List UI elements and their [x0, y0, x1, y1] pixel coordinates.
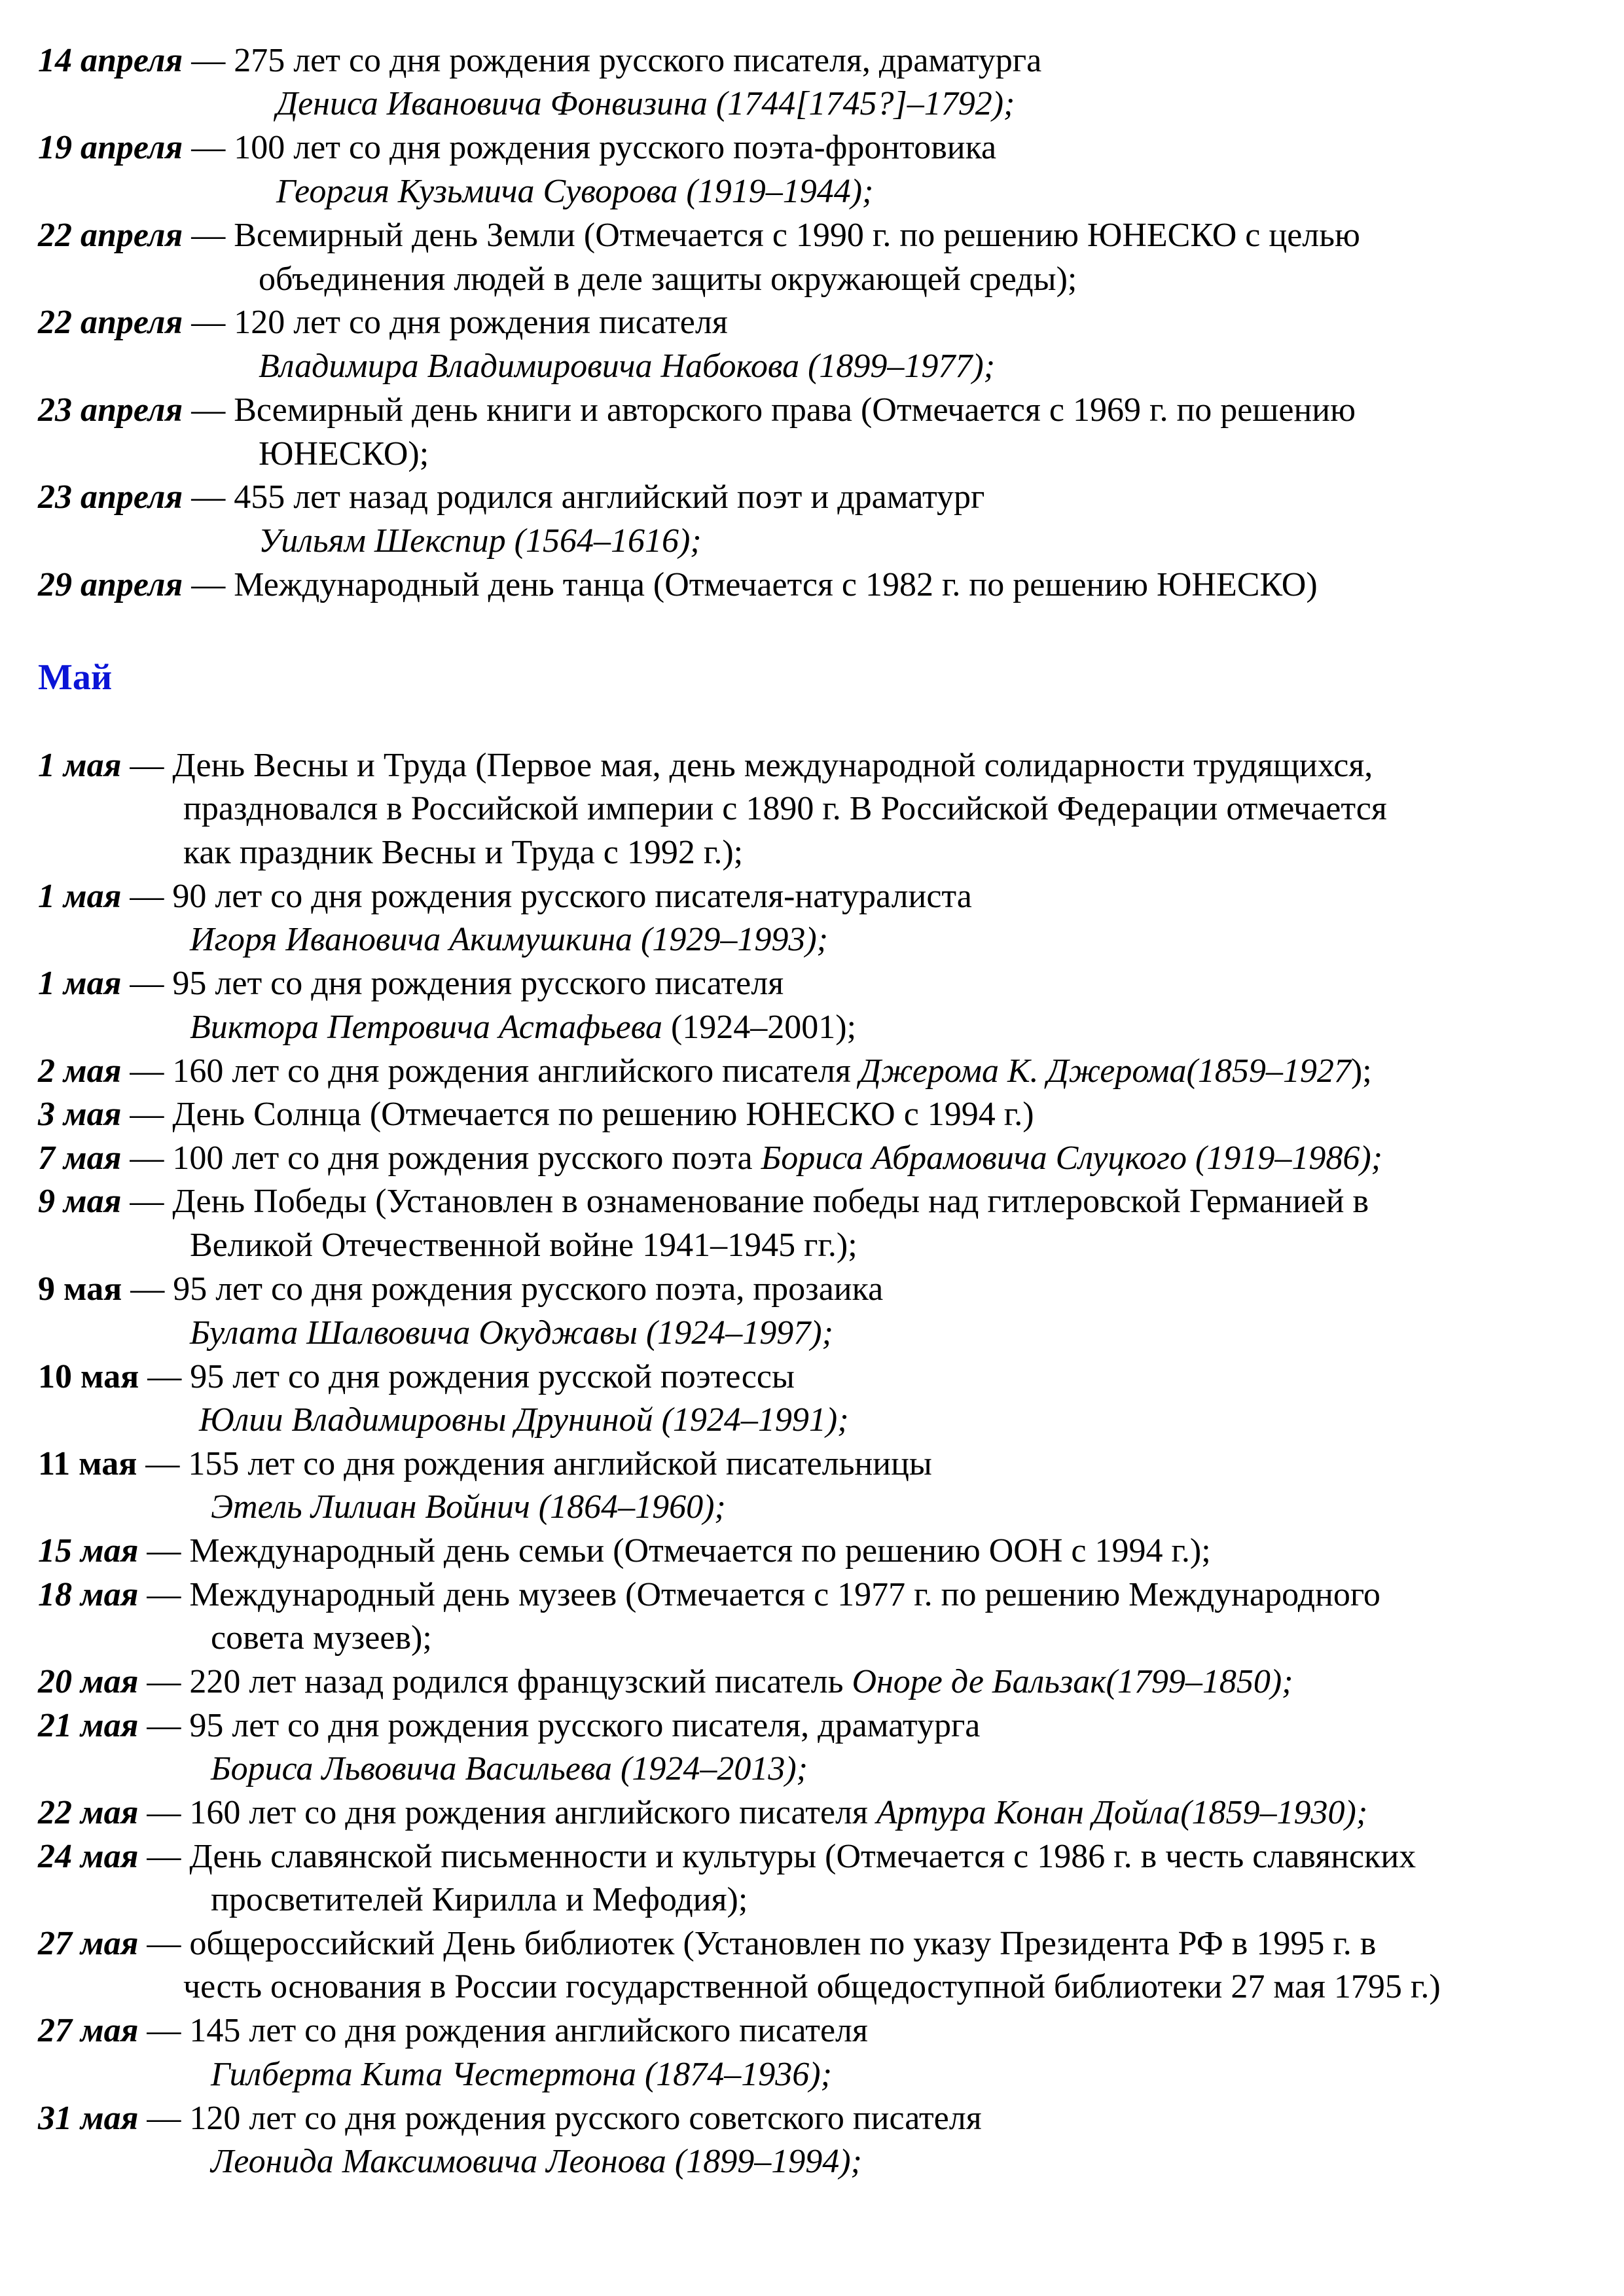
entry-person: Булата Шалвовича Окуджавы (1924–1997);	[190, 1314, 833, 1352]
may-entry: 21 мая — 95 лет со дня рождения русского писателя, драматурга	[38, 1707, 981, 1744]
entry-date: 1 мая	[38, 878, 122, 915]
entry-text-continued: совета музеев);	[211, 1619, 432, 1657]
entry-date: 22 апреля	[38, 217, 183, 254]
entry-text: Международный день танца (Отмечается с 1982 г. по решению ЮНЕСКО)	[234, 566, 1318, 603]
entry-text: Всемирный день Земли (Отмечается с 1990 г. по решению ЮНЕСКО с целью	[234, 217, 1360, 254]
entry-text: 120 лет со дня рождения писателя	[234, 304, 728, 341]
entry-text: День Победы (Установлен в ознаменование победы над гитлеровской Германией в	[172, 1183, 1369, 1220]
entry-date: 20 мая	[38, 1663, 139, 1700]
entry-text: 145 лет со дня рождения английского писателя	[189, 2012, 868, 2049]
entry-text: Всемирный день книги и авторского права (Отмечается с 1969 г. по решению	[234, 391, 1356, 429]
entry-text: 160 лет со дня рождения английского писателя	[189, 1794, 876, 1831]
entry-person: Виктора Петровича Астафьева (1924–2001);	[190, 1009, 857, 1046]
may-entry: 2 мая — 160 лет со дня рождения английского писателя Джерома К. Джерома(1859–1927);	[38, 1052, 1372, 1090]
may-entry: 10 мая — 95 лет со дня рождения русской поэтессы	[38, 1358, 795, 1395]
entry-text: Международный день музеев (Отмечается с 1977 г. по решению Международного	[189, 1576, 1380, 1613]
entry-date: 22 апреля	[38, 304, 183, 341]
entry-text-continued: Великой Отечественной войне 1941–1945 гг.);	[190, 1227, 857, 1264]
may-entry: 3 мая — День Солнца (Отмечается по решению ЮНЕСКО с 1994 г.)	[38, 1096, 1034, 1133]
entry-date: 27 мая	[38, 1925, 139, 1962]
entry-person: Этель Лилиан Войнич (1864–1960);	[211, 1488, 726, 1526]
entry-text: 155 лет со дня рождения английской писательницы	[188, 1445, 932, 1482]
entry-text: День Весны и Труда (Первое мая, день международной солидарности трудящихся,	[172, 747, 1373, 784]
entry-person: Владимира Владимировича Набокова (1899–1977);	[259, 348, 996, 385]
april-entry-23-book: 23 апреля — Всемирный день книги и авторского права (Отмечается с 1969 г. по решению	[38, 391, 1356, 429]
entry-date: 21 мая	[38, 1707, 139, 1744]
may-entry: 15 мая — Международный день семьи (Отмечается по решению ООН с 1994 г.);	[38, 1532, 1211, 1570]
may-entry: 7 мая — 100 лет со дня рождения русского поэта Бориса Абрамовича Слуцкого (1919–1986);	[38, 1139, 1382, 1177]
entry-person: Георгия Кузьмича Суворова (1919–1944);	[276, 173, 874, 210]
entry-date: 23 апреля	[38, 478, 183, 516]
section-heading-may: Май	[38, 657, 113, 698]
entry-person: Бориса Львовича Васильева (1924–2013);	[211, 1750, 808, 1787]
entry-person: Юлии Владимировны Друниной (1924–1991);	[199, 1401, 849, 1439]
entry-text-continued: честь основания в России государственной общедоступной библиотеки 27 мая 1795 г.)	[183, 1968, 1441, 2005]
entry-date: 11 мая	[38, 1445, 137, 1482]
entry-text: День славянской письменности и культуры (Отмечается с 1986 г. в честь славянских	[189, 1838, 1416, 1875]
entry-text: 220 лет назад родился французский писатель	[189, 1663, 852, 1700]
entry-date: 9 мая	[38, 1270, 122, 1308]
entry-person: Дениса Ивановича Фонвизина (1744[1745?]–1792);	[276, 85, 1015, 122]
may-entry: 22 мая — 160 лет со дня рождения английского писателя Артура Конан Дойла(1859–1930);	[38, 1794, 1368, 1831]
entry-date: 23 апреля	[38, 391, 183, 429]
entry-date: 2 мая	[38, 1052, 122, 1090]
entry-date: 19 апреля	[38, 129, 183, 166]
entry-text-continued: просветителей Кирилла и Мефодия);	[211, 1881, 748, 1918]
entry-person: Гилберта Кита Честертона (1874–1936);	[211, 2056, 832, 2093]
may-entry: 9 мая — День Победы (Установлен в ознаменование победы над гитлеровской Германией в	[38, 1183, 1369, 1220]
entry-text: 100 лет со дня рождения русского поэта-фронтовика	[234, 129, 997, 166]
entry-text: 455 лет назад родился английский поэт и драматург	[234, 478, 985, 516]
april-entry-14: 14 апреля — 275 лет со дня рождения русского писателя, драматурга	[38, 42, 1042, 79]
entry-date: 29 апреля	[38, 566, 183, 603]
entry-person: Леонида Максимовича Леонова (1899–1994);	[211, 2143, 862, 2180]
entry-text: 95 лет со дня рождения русского поэта, прозаика	[173, 1270, 884, 1308]
may-entry: 31 мая — 120 лет со дня рождения русского советского писателя	[38, 2100, 982, 2137]
entry-text: 275 лет со дня рождения русского писателя, драматурга	[234, 42, 1042, 79]
entry-text: День Солнца (Отмечается по решению ЮНЕСКО с 1994 г.)	[172, 1096, 1034, 1133]
entry-date: 22 мая	[38, 1794, 139, 1831]
entry-person: Игоря Ивановича Акимушкина (1929–1993);	[190, 921, 828, 958]
april-entry-22-nabokov: 22 апреля — 120 лет со дня рождения писателя	[38, 304, 728, 341]
entry-text: Международный день семьи (Отмечается по решению ООН с 1994 г.);	[189, 1532, 1211, 1570]
april-entry-22-earth: 22 апреля — Всемирный день Земли (Отмечается с 1990 г. по решению ЮНЕСКО с целью	[38, 217, 1360, 254]
entry-text-continued: объединения людей в деле защиты окружающей среды);	[259, 260, 1077, 298]
entry-date: 1 мая	[38, 965, 122, 1002]
entry-text: 95 лет со дня рождения русского писателя	[172, 965, 784, 1002]
entry-date: 3 мая	[38, 1096, 122, 1133]
entry-date: 14 апреля	[38, 42, 183, 79]
entry-date: 27 мая	[38, 2012, 139, 2049]
may-entry: 9 мая — 95 лет со дня рождения русского поэта, прозаика	[38, 1270, 884, 1308]
entry-date: 15 мая	[38, 1532, 139, 1570]
entry-date: 7 мая	[38, 1139, 122, 1177]
entry-text-continued: праздновался в Российской империи с 1890 г. В Российской Федерации отмечается	[183, 790, 1387, 827]
entry-date: 10 мая	[38, 1358, 139, 1395]
may-entry: 1 мая — 95 лет со дня рождения русского писателя	[38, 965, 784, 1002]
may-entry: 18 мая — Международный день музеев (Отмечается с 1977 г. по решению Международного	[38, 1576, 1380, 1613]
may-entry: 1 мая — 90 лет со дня рождения русского писателя-натуралиста	[38, 878, 972, 915]
entry-date: 24 мая	[38, 1838, 139, 1875]
may-entry: 24 мая — День славянской письменности и культуры (Отмечается с 1986 г. в честь славянских	[38, 1838, 1416, 1875]
entry-date: 31 мая	[38, 2100, 139, 2137]
may-entry: 1 мая — День Весны и Труда (Первое мая, день международной солидарности трудящихся,	[38, 747, 1373, 784]
entry-date: 9 мая	[38, 1183, 122, 1220]
april-entry-19: 19 апреля — 100 лет со дня рождения русского поэта-фронтовика	[38, 129, 997, 166]
entry-person: Уильям Шекспир (1564–1616);	[259, 522, 702, 560]
entry-text: 90 лет со дня рождения русского писателя-натуралиста	[172, 878, 972, 915]
may-entry: 27 мая — 145 лет со дня рождения английского писателя	[38, 2012, 868, 2049]
entry-text: 160 лет со дня рождения английского писателя	[172, 1052, 859, 1090]
entry-date: 1 мая	[38, 747, 122, 784]
entry-text: общероссийский День библиотек (Установлен по указу Президента РФ в 1995 г. в	[189, 1925, 1377, 1962]
entry-text: 95 лет со дня рождения русской поэтессы	[190, 1358, 795, 1395]
entry-date: 18 мая	[38, 1576, 139, 1613]
entry-text-continued: как праздник Весны и Труда с 1992 г.);	[183, 834, 744, 871]
entry-text-continued: ЮНЕСКО);	[259, 435, 429, 473]
may-entry: 20 мая — 220 лет назад родился французский писатель Оноре де Бальзак(1799–1850);	[38, 1663, 1293, 1700]
entry-text: 120 лет со дня рождения русского советского писателя	[189, 2100, 982, 2137]
may-entry: 11 мая — 155 лет со дня рождения английской писательницы	[38, 1445, 932, 1482]
april-entry-23-shakespeare: 23 апреля — 455 лет назад родился английский поэт и драматург	[38, 478, 985, 516]
may-entry: 27 мая — общероссийский День библиотек (Установлен по указу Президента РФ в 1995 г. в	[38, 1925, 1377, 1962]
april-entry-29: 29 апреля — Международный день танца (Отмечается с 1982 г. по решению ЮНЕСКО)	[38, 566, 1318, 603]
entry-text: 100 лет со дня рождения русского поэта	[172, 1139, 761, 1177]
entry-text: 95 лет со дня рождения русского писателя, драматурга	[189, 1707, 981, 1744]
